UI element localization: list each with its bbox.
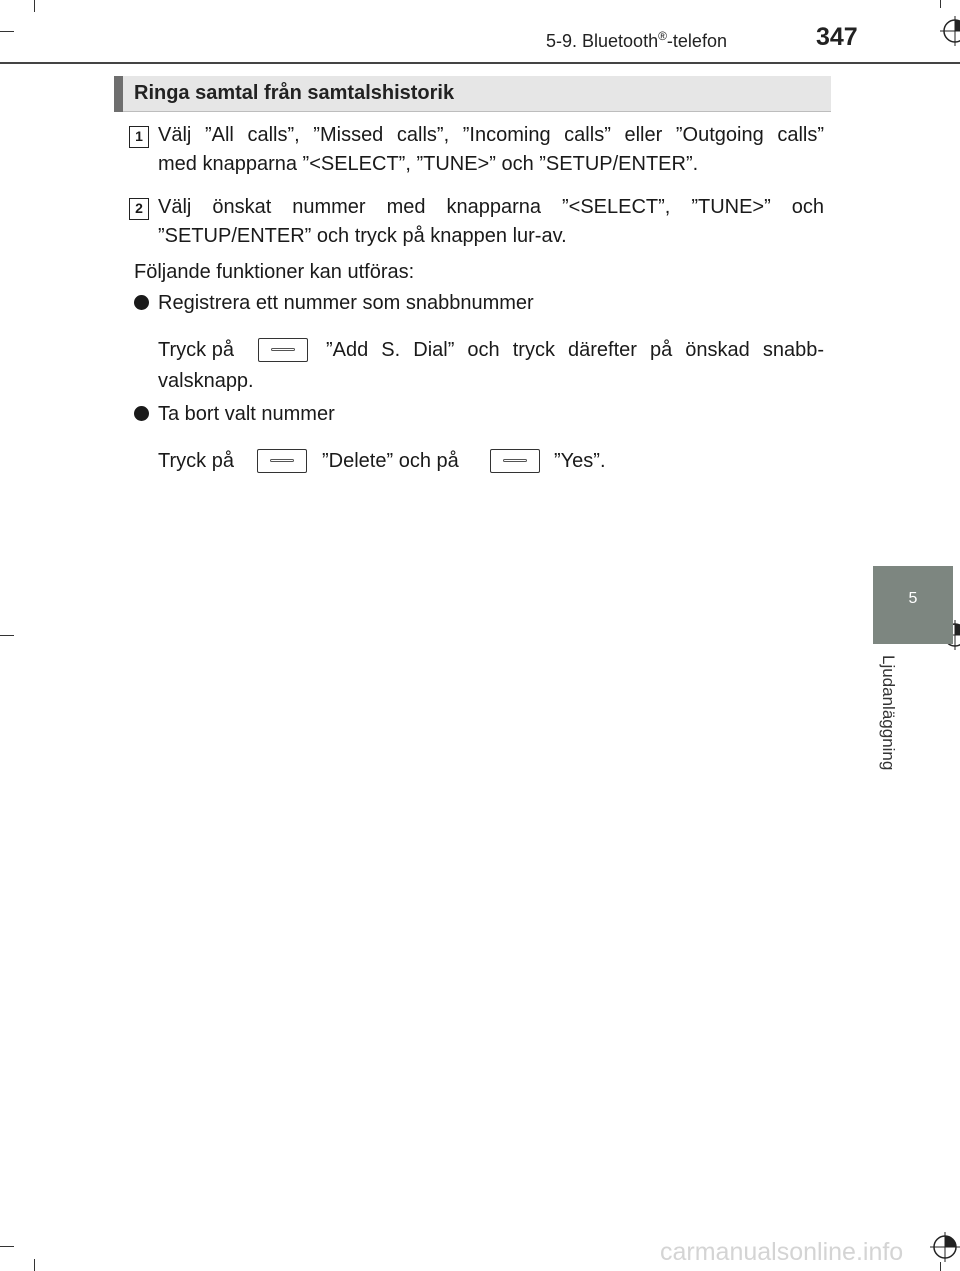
section-heading-bar <box>114 76 123 112</box>
step-text-line: med knapparna ”<SELECT”, ”TUNE>” och ”SETUP/ENTER”. <box>158 153 699 175</box>
step-number: 2 <box>129 198 149 220</box>
function-instruction: ”Yes”. <box>554 450 606 472</box>
function-title: Registrera ett nummer som snabbnummer <box>158 292 534 314</box>
header-rule <box>0 62 960 64</box>
button-icon <box>490 449 540 473</box>
button-icon <box>258 338 308 362</box>
step-number: 1 <box>129 126 149 148</box>
running-head <box>546 29 727 52</box>
function-instruction: ”Add S. Dial” och tryck därefter på önskad snabb- <box>326 339 824 361</box>
crop-mark <box>0 1246 14 1247</box>
chapter-tab <box>873 566 953 644</box>
bullet-icon <box>134 295 149 310</box>
function-instruction: ”Delete” och på <box>322 450 459 472</box>
crop-mark <box>940 0 941 8</box>
function-title: Ta bort valt nummer <box>158 403 335 425</box>
function-instruction-lead: Tryck på <box>158 339 234 361</box>
function-instruction: valsknapp. <box>158 370 254 392</box>
crop-mark <box>34 1259 35 1271</box>
section-heading <box>114 76 831 112</box>
step-text-line: Välj önskat nummer med knapparna ”<SELECT”, ”TUNE>” och <box>158 196 824 218</box>
functions-intro: Följande funktioner kan utföras: <box>134 261 415 283</box>
function-instruction-lead: Tryck på <box>158 450 234 472</box>
running-head-suffix: -telefon <box>666 31 727 51</box>
registration-mark-icon <box>930 1232 960 1262</box>
chapter-number: 5 <box>908 590 918 607</box>
step-text-line: Välj ”All calls”, ”Missed calls”, ”Incoming calls” eller ”Outgoing calls” <box>158 124 824 146</box>
registration-mark-icon <box>940 16 960 46</box>
section-title: Ringa samtal från samtalshistorik <box>134 82 455 104</box>
crop-mark <box>34 0 35 12</box>
watermark: carmanualsonline.info <box>660 1238 904 1266</box>
crop-mark <box>0 31 14 32</box>
registered-mark: ® <box>658 29 667 43</box>
button-icon <box>257 449 307 473</box>
chapter-label: Ljudanläggning <box>879 655 898 771</box>
page-number: 347 <box>816 23 858 51</box>
crop-mark <box>940 1262 941 1271</box>
step-text-line: ”SETUP/ENTER” och tryck på knappen lur-av. <box>158 225 567 247</box>
running-head-prefix: 5-9. Bluetooth <box>546 31 659 51</box>
crop-mark <box>0 635 14 636</box>
bullet-icon <box>134 406 149 421</box>
